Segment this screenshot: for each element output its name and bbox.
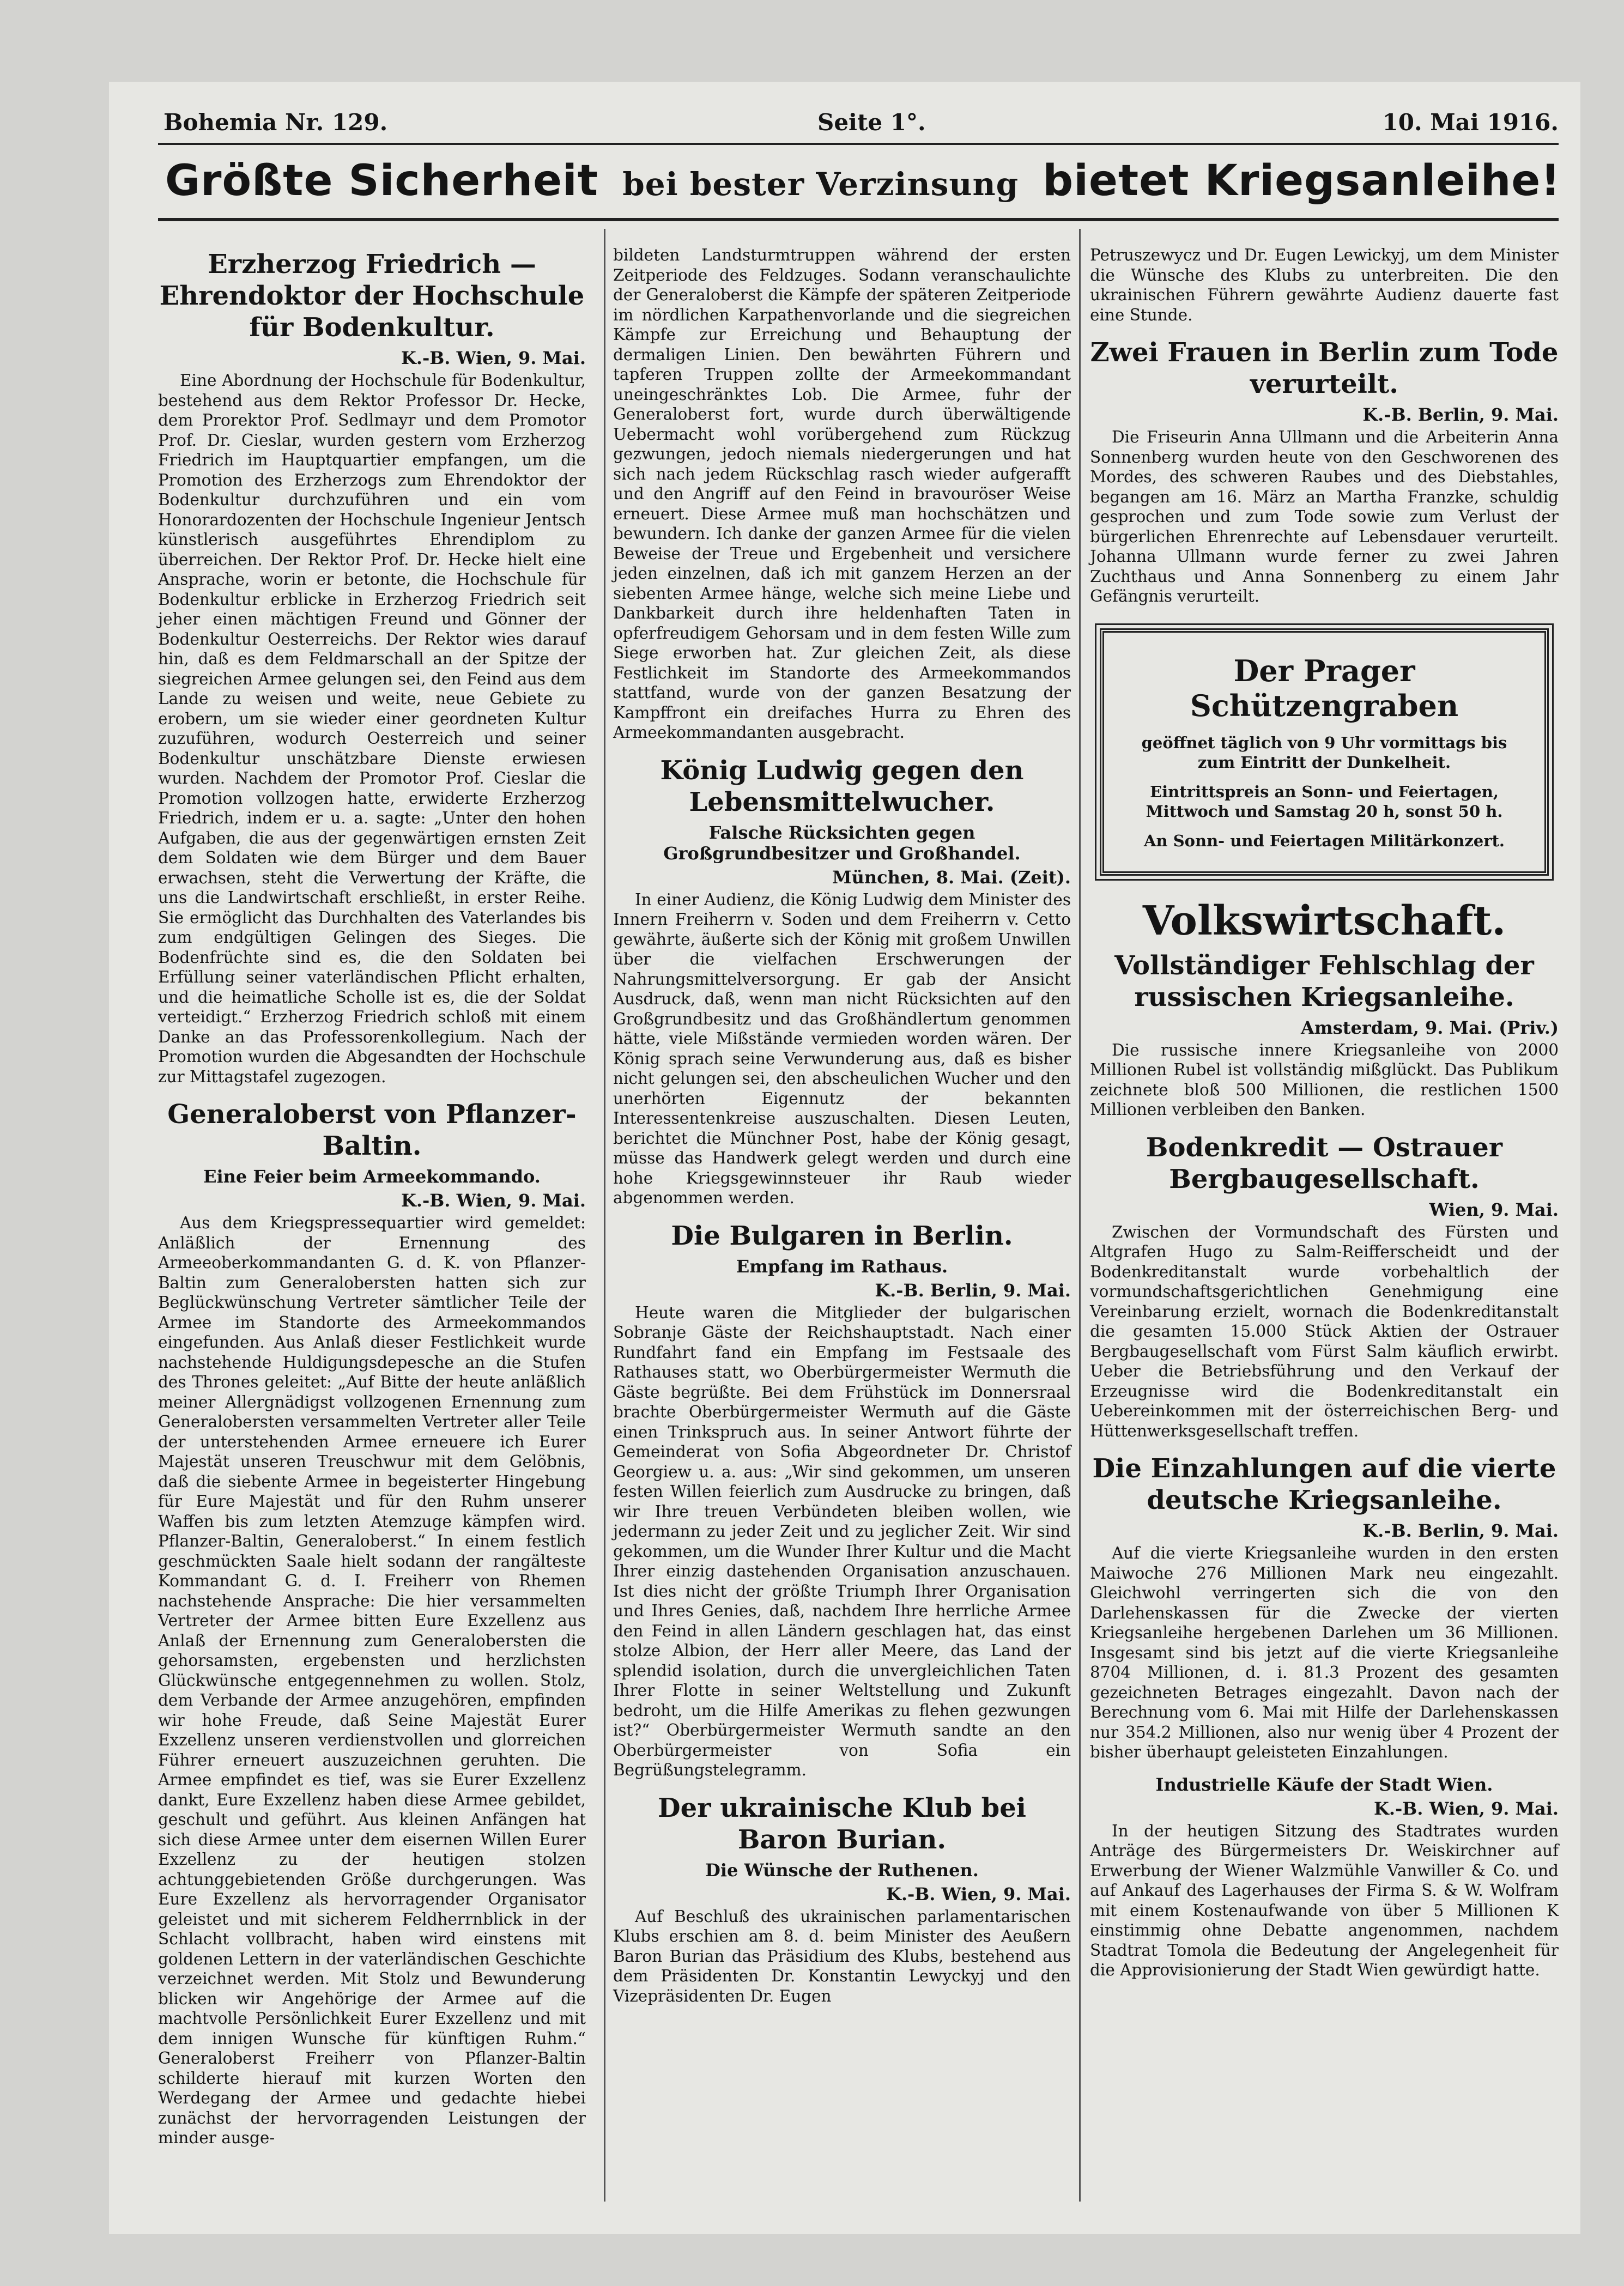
article-erzherzog-friedrich — [158, 248, 586, 1087]
article-headline: Generaloberst von Pflanzer-Baltin. — [167, 1099, 577, 1161]
article-zwei-frauen — [1090, 337, 1559, 607]
article-headline: Zwei Frauen in Berlin zum Tode verurteilt. — [1090, 337, 1559, 399]
article-headline: Die Einzahlungen auf die vierte deutsche Kriegsanleihe. — [1092, 1453, 1556, 1515]
ad-hours-line: geöffnet täglich von 9 Uhr vormittags bis — [1141, 733, 1507, 752]
ad-title: Der Prager Schützengraben — [1190, 653, 1459, 723]
column-1 — [158, 245, 586, 2160]
header-rule — [158, 143, 1559, 145]
article-body: In der heutigen Sitzung des Stadtrates wurden Anträge des Bürgermeisters Dr. Weiskirchner auf Erwerbung der Wiener Walzmühle Vanwiller & Co. und auf Ankauf des Lagerhauses der Firma S. & W. Wolfram mit einem Kostenaufwande von über 5 Millionen K einstimmig ohne Debatte angenommen, nachdem Stadtrat Tomola die Bedeutung der Angelegenheit für die Approvisionierung der Stadt Wien gewürdigt hatte. — [1090, 1821, 1559, 1979]
article-headline: Der ukrainische Klub bei Baron Burian. — [658, 1792, 1026, 1855]
article-einzahlungen-kriegsanleihe — [1090, 1453, 1559, 1762]
article-dateline: K.-B. Wien, 9. Mai. — [886, 1883, 1071, 1905]
column-divider-1 — [604, 229, 605, 2202]
column-divider-2 — [1079, 229, 1081, 2202]
running-head-left: Bohemia Nr. 129. — [163, 109, 388, 136]
article-body: Auf Beschluß des ukrainischen parlamentarischen Klubs erschien am 8. d. beim Minister des Aeußern Baron Burian das Präsidium des Klubs, bestehend aus dem Präsidenten Dr. Konstantin Lewyckyj und den Vizepräsidenten Dr. Eugen — [613, 1907, 1071, 2005]
article-bodenkredit-ostrau — [1090, 1132, 1559, 1441]
column-2 — [613, 245, 1071, 2018]
article-body: Die Friseurin Anna Ullmann und die Arbeiterin Anna Sonnenberg wurden heute von den Geschworenen des Mordes, des schweren Raubes und des Diebstahles, begangen am 16. März an Martha Franzke, schuldig gesprochen und zum Tode sowie zum Verlust der bürgerlichen Ehrenrechte auf Lebensdauer verurteilt. Johanna Ullmann wurde ferner zu zwei Jahren Zuchthaus und Anna Sonnenberg zu einem Jahr Gefängnis verurteilt. — [1090, 428, 1559, 605]
article-ukrainischer-klub — [613, 1792, 1071, 2006]
article-headline: Vollständiger Fehlschlag der russischen Kriegsanleihe. — [1114, 950, 1534, 1012]
article-subhead: Eine Feier beim Armeekommando. — [203, 1166, 541, 1187]
article-headline: Industrielle Käufe der Stadt Wien. — [1155, 1774, 1493, 1795]
banner-rule — [158, 218, 1559, 221]
article-dateline: K.-B. Wien, 9. Mai. — [401, 348, 586, 368]
article-body: Heute waren die Mitglieder der bulgarischen Sobranje Gäste der Reichshauptstadt. Nach einer Rundfahrt fand ein Empfang im Festsaale des Rathauses statt, wo Oberbürgermeister Wermuth die Gäste begrüßte. Bei dem Frühstück im Donnersraal brachte Oberbürgermeister Wermuth auf die Gäste einen Trinkspruch aus. In seiner Antwort führte der Gemeinderat von Sofia Abgeordneter Dr. Christof Georgiew u. a. aus: „Wir sind gekommen, um unseren festen Willen feierlich zum Ausdrucke zu bringen, daß wir Ihre treuen Verbündeten bleiben wollen, wie jedermann zu jeder Zeit und zu jeglicher Zeit. Wir sind gekommen, um die Wunder Ihrer Kultur und die Macht Ihrer einzig dastehenden Organisation anzuschauen. Ist dies nicht der größte Triumph Ihrer Organisation und Ihres Genies, daß, nachdem Ihre herrliche Armee den Feind in allen Ländern geschlagen hat, das einst stolze Albion, der Herr aller Meere, das Land der splendid isolation, durch die unvergleichlichen Taten Ihrer Flotte in seiner Weltstellung und Zukunft bedroht, um die Hilfe Amerikas zu flehen gezwungen ist?“ Oberbürgermeister Wermuth sandte an den Oberbürgermeister von Sofia ein Begrüßungstelegramm. — [613, 1303, 1071, 1779]
article-headline: Bodenkredit — Ostrauer Bergbaugesellschaft. — [1146, 1132, 1503, 1194]
ad-concert-line: An Sonn- und Feiertagen Militärkonzert. — [1144, 831, 1505, 850]
article-koenig-ludwig — [613, 755, 1071, 1208]
war-loan-banner — [161, 154, 1561, 208]
article-dateline: K.-B. Wien, 9. Mai. — [1374, 1798, 1559, 1819]
banner-part-3: bietet Kriegsanleihe! — [1043, 156, 1561, 205]
article-body: Petruszewycz und Dr. Eugen Lewickyj, um dem Minister die Wünsche des Klubs zu unterbreiten. Die den ukrainischen Führern gewährte Audienz dauerte fast eine Stunde. — [1090, 246, 1559, 324]
article-ukrainischer-klub-continued — [1090, 245, 1559, 325]
article-body: Auf die vierte Kriegsanleihe wurden in den ersten Maiwoche 276 Millionen Mark neu eingezahlt. Gleichwohl verringerten sich die von den Darlehenskassen für die Zwecke der vierten Kriegsanleihe hergebenen Darlehen um 36 Millionen. Insgesamt sind bis jetzt auf die vierte Kriegsanleihe 8704 Millionen, d. i. 81.3 Prozent des gesamten gezeichneten Betrages eingezahlt. Davon nach der Berechnung vom 6. Mai mit Hilfe der Darlehenskassen nur 354.2 Millionen, also nur wenig über 4 Prozent der bisher überhaupt geleisteten Einzahlungen. — [1090, 1544, 1559, 1761]
ad-hours-line-2: zum Eintritt der Dunkelheit. — [1197, 753, 1451, 772]
article-body: Eine Abordnung der Hochschule für Bodenkultur, bestehend aus dem Rektor Professor Dr. Hecke, dem Prorektor Prof. Sedlmayr und dem Promotor Prof. Dr. Cieslar, wurden gestern vom Erzherzog Friedrich im Hauptquartier empfangen, um die Promotion des Erzherzogs zum Ehrendoktor der Bodenkultur durchzuführen und ein vom Honorardozenten der Hochschule Ingenieur Jentsch künstlerisch ausgeführtes Ehrendiplom zu überreichen. Der Rektor Prof. Dr. Hecke hielt eine Ansprache, worin er betonte, die Hochschule für Bodenkultur erblicke in Erzherzog Friedrich seit jeher einen mächtigen Freund und Gönner der Bodenkultur Oesterreichs. Der Rektor wies darauf hin, daß es dem Feldmarschall an der Spitze der siegreichen Armee gelungen sei, den Feind aus dem Lande zu weisen und weite, neue Gebiete zu erobern, um sie wieder einer geordneten Kultur zuzuführen, wodurch Oesterreich und seiner Bodenkultur unschätzbare Dienste erwiesen wurden. Nachdem der Promotor Prof. Cieslar die Promotion vollzogen hatte, erwiderte Erzherzog Friedrich, indem er u. a. sagte: „Unter den hohen Aufgaben, die aus der gegenwärtigen ernsten Zeit dem Soldaten wie dem Bürger und dem Bauer erwachsen, steht die Verwertung der Kräfte, die uns die Landwirtschaft erschließt, in erster Reihe. Sie ermöglicht das Durchhalten des Vaterlandes bis zum endgültigen Gelingen des Sieges. Die Bodenfrüchte sind es, die den Soldaten bei Erfüllung seiner vaterländischen Pflicht erhalten, und die heimatliche Scholle ist es, die der Soldat verteidigt.“ Erzherzog Friedrich schloß mit einem Danke an das Professorenkollegium. Nach der Promotion wurden die Abgesandten der Hochschule zur Mittagstafel zugezogen. — [158, 371, 586, 1086]
article-body: Zwischen der Vormundschaft des Fürsten und Altgrafen Hugo zu Salm-Reifferscheidt und der Bodenkreditanstalt wurde vorbehaltlich der vormundschaftsgerichtlichen Genehmigung eine Vereinbarung erzielt, wornach die Bodenkreditanstalt die gesamten 15.000 Stück Aktien der Ostrauer Bergbaugesellschaft vom Fürst Salm käuflich erwirbt. Ueber die Betriebsführung und den Verkauf der Erzeugnisse wird die Bodenkreditanstalt ein Uebereinkommen mit der österreichischen Berg- und Hüttenwerksgesellschaft treffen. — [1090, 1222, 1559, 1440]
article-pflanzer-baltin-continued — [613, 245, 1071, 743]
article-body: bildeten Landsturmtruppen während der ersten Zeitperiode des Feldzuges. Sodann veranschaulichte der Generaloberst die Kämpfe der späteren Zeitperiode im nördlichen Karpathenvorlande und die siegreichen Kämpfe zur Erreichung und Behauptung der dermaligen Linien. Den bewährten Führern und tapferen Truppen zollte der Armeekommandant uneingeschränktes Lob. Die Armee, fuhr der Generaloberst fort, wurde durch überwältigende Uebermacht wohl vorübergehend zum Rückzug gezwungen, jedoch niemals niedergerungen und hat sich nach jedem Rückschlag rasch wieder aufgerafft und den Angriff auf den Feind in bravouröser Weise erneuert. Diese Armee muß man hochschätzen und bewundern. Ich danke der ganzen Armee für die vielen Beweise der Treue und Ergebenheit und versichere jeden einzelnen, daß ich mit ganzem Herzen an der siebenten Armee hänge, welche sich meine Liebe und Dankbarkeit durch ihre heldenhaften Taten in opferfreudigem Gehorsam und in dem festen Wille zum Siege erworben hat. Zur gleichen Zeit, als diese Festlichkeit im Standorte des Armeekommandos stattfand, wurde von der ganzen Besatzung der Kampffront ein dreifaches Hurra zu Ehren des Armeekommandanten ausgebracht. — [613, 246, 1071, 742]
article-bulgaren-berlin — [613, 1220, 1071, 1780]
article-subhead: Empfang im Rathaus. — [736, 1256, 948, 1277]
article-body: Die russische innere Kriegsanleihe von 2000 Millionen Rubel ist vollständig mißglückt. Das Publikum zeichnete bloß 500 Millionen, die restlichen 1500 Millionen verbleiben den Banken. — [1090, 1040, 1559, 1119]
article-subhead: Die Wünsche der Ruthenen. — [705, 1859, 979, 1881]
article-subhead: Falsche Rücksichten gegen Großgrundbesitzer und Großhandel. — [663, 822, 1021, 864]
article-body: Aus dem Kriegspressequartier wird gemeldet: Anläßlich der Ernennung des Armeeoberkommandanten G. d. K. von Pflanzer-Baltin zum Generalobersten hatten sich zur Beglückwünschung Vertreter sämtlicher Teile der Armee im Standorte des Armeekommandos eingefunden. Aus Anlaß dieser Festlichkeit wurde nachstehende Huldigungsdepesche an die Stufen des Thrones geleitet: „Auf Bitte der heute anläßlich meiner Allergnädigst vollzogenen Ernennung zum Generalobersten versammelten Vertreter aller Teile der unterstehenden Armee erneuere ich Eurer Majestät unseren Treuschwur mit dem Gelöbnis, daß die siebente Armee in begeisterter Hingebung für Eure Majestät und für den Ruhm unserer Waffen bis zum letzten Atemzuge kämpfen wird. Pflanzer-Baltin, Generaloberst.“ In einem festlich geschmückten Saale hielt sodann der rangälteste Kommandant G. d. I. Freiherr von Rhemen nachstehende Ansprache: Die hier versammelten Vertreter der Armee bitten Eure Exzellenz aus Anlaß der Ernennung zum Generalobersten die gehorsamsten, ergebensten und herzlichsten Glückwünsche entgegennehmen zu wollen. Stolz, dem Verbande der Armee anzugehören, empfinden wir hohe Freude, daß Seine Majestät Eurer Exzellenz unseren verdienstvollen und glorreichen Führer erneuert auszuzeichnen geruhten. Die Armee empfindet es tief, was sie Eurer Exzellenz dankt, Eure Exzellenz haben diese Armee gebildet, geschult und geführt. Aus kleinen Anfängen hat sich diese Armee unter dem eisernen Willen Eurer Exzellenz zu der heutigen stolzen achtunggebietenden Größe durchgerungen. Was Eure Exzellenz als hervorragender Organisator geleistet und mit sicherem Feldherrnblick in der Schlacht vollbracht, haben wird einstens mit goldenen Lettern in der vaterländischen Geschichte verzeichnet werden. Mit Stolz und Bewunderung blicken wir Angehörige der Armee auf die machtvolle Persönlichkeit Eurer Exzellenz und mit dem innigen Wunsche für künftigen Ruhm.“ Generaloberst Freiherr von Pflanzer-Baltin schilderte hierauf mit kurzen Worten den Werdegang der Armee und gedachte hiebei zunächst der hervorragenden Leistungen der minder ausge- — [158, 1214, 586, 2147]
article-headline: König Ludwig gegen den Lebensmittelwucher. — [660, 755, 1024, 817]
banner-part-1: Größte Sicherheit — [165, 156, 599, 205]
article-headline: Die Bulgaren in Berlin. — [671, 1220, 1013, 1251]
article-dateline: Amsterdam, 9. Mai. (Priv.) — [1301, 1017, 1559, 1038]
article-dateline: K.-B. Berlin, 9. Mai. — [1362, 404, 1559, 425]
article-body: In einer Audienz, die König Ludwig dem Minister des Innern Freiherrn v. Soden und dem Freiherrn v. Cetto gewährte, äußerte sich der König mit großem Unwillen über die vielfachen Erschwerungen der Nahrungsmittelversorgung. Er gab der Ansicht Ausdruck, daß, wenn man nicht Rücksichten auf den Großgrundbesitz und das Großhändlertum genommen hätte, viele Mißstände vermieden worden wären. Der König sprach seine Verwunderung aus, daß es bisher nicht gelungen sei, den abscheulichen Wucher und den unerhörten Eigennutz der bekannten Interessentenkreise auszuschalten. Diesen Leuten, berichtet die Münchner Post, habe der König gesagt, müsse das Handwerk gelegt werden und durch eine hohe Kriegsgewinnsteuer ihr Raub wieder abgenommen werden. — [613, 890, 1071, 1207]
article-dateline: K.-B. Wien, 9. Mai. — [401, 1190, 586, 1211]
article-industrielle-kaeufe-wien — [1090, 1774, 1559, 1980]
schuetzengraben-advertisement — [1100, 628, 1549, 876]
banner-part-2: bei bester Verzinsung — [622, 166, 1019, 203]
ad-price-line-2: Mittwoch und Samstag 20 h, sonst 50 h. — [1146, 802, 1503, 821]
ad-price-line: Eintrittspreis an Sonn- und Feiertagen, — [1150, 782, 1499, 801]
article-dateline: München, 8. Mai. (Zeit). — [832, 866, 1071, 888]
column-3 — [1090, 245, 1559, 1992]
running-head-date: 10. Mai 1916. — [1382, 109, 1559, 136]
section-title-volkswirtschaft: Volkswirtschaft. — [1142, 897, 1506, 944]
article-headline: Erzherzog Friedrich — Ehrendoktor der Hochschule für Bodenkultur. — [159, 249, 585, 343]
article-dateline: Wien, 9. Mai. — [1429, 1199, 1559, 1220]
article-pflanzer-baltin — [158, 1099, 586, 2148]
running-head-page: Seite 1°. — [817, 109, 926, 136]
article-dateline: K.-B. Berlin, 9. Mai. — [1362, 1520, 1559, 1541]
article-russische-kriegsanleihe — [1090, 950, 1559, 1120]
article-dateline: K.-B. Berlin, 9. Mai. — [875, 1280, 1071, 1301]
